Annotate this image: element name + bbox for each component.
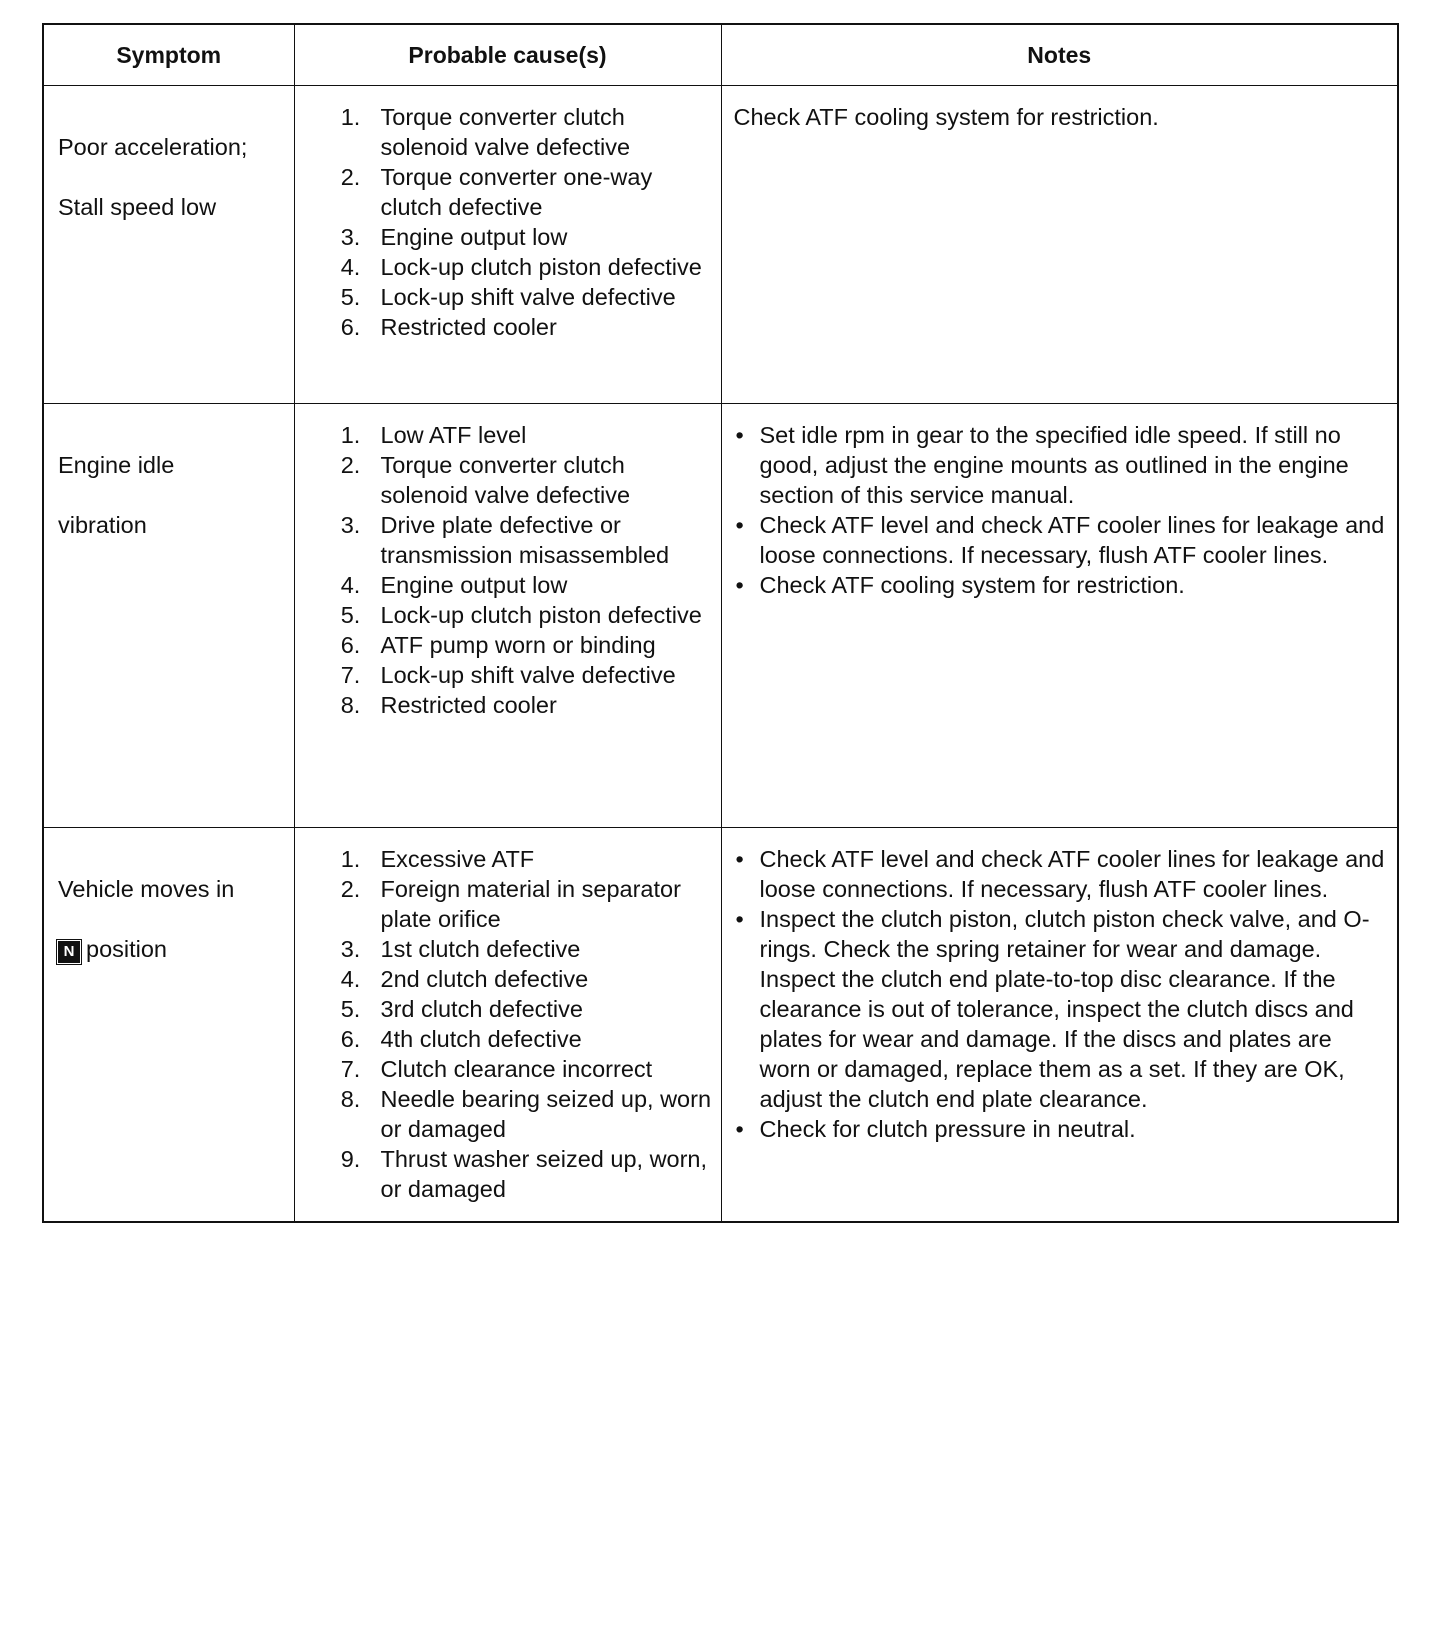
list-item: [321, 510, 715, 570]
list-item: [321, 844, 715, 874]
item-number: 7.: [340, 662, 361, 688]
item-number: 2.: [340, 452, 361, 478]
table-row: [43, 86, 1398, 404]
item-text: Engine output low: [380, 572, 568, 598]
item-number: 6.: [340, 314, 361, 340]
cause-list: [321, 420, 715, 720]
symptom-text: Vehicle moves in: [58, 876, 235, 902]
list-item: [321, 420, 715, 450]
item-number: 2.: [340, 876, 361, 902]
item-number: 8.: [340, 1086, 361, 1112]
item-number: 3.: [340, 224, 361, 250]
item-text: Low ATF level: [380, 422, 527, 448]
item-number: 5.: [340, 996, 361, 1022]
symptom-cell: [43, 828, 294, 1222]
symptom-cell: [43, 86, 294, 404]
symptom-text: Engine idle: [58, 452, 175, 478]
list-item: [321, 660, 715, 690]
list-item: [321, 690, 715, 720]
item-text: Foreign material in separator plate orifice: [380, 876, 681, 932]
item-text: Restricted cooler: [380, 692, 557, 718]
cause-list: [321, 844, 715, 1204]
bullet-icon: •: [735, 512, 744, 538]
list-item: [321, 874, 715, 934]
item-text: Restricted cooler: [380, 314, 557, 340]
item-number: 4.: [340, 254, 361, 280]
item-text: Drive plate defective or transmission misassembled: [380, 512, 670, 568]
symptom-text: position: [86, 936, 167, 962]
list-item: [321, 252, 715, 282]
item-text: Torque converter one-way clutch defective: [380, 164, 653, 220]
note-text: Check ATF level and check ATF cooler lines for leakage and loose connections. If necessary, flush ATF cooler lines.: [759, 846, 1385, 902]
item-number: 4.: [340, 572, 361, 598]
item-number: 8.: [340, 692, 361, 718]
note-item: [734, 510, 1386, 570]
note-text: Set idle rpm in gear to the specified idle speed. If still no good, adjust the engine mounts as outlined in the engine section of this service manual.: [759, 422, 1349, 508]
item-text: Torque converter clutch solenoid valve defective: [380, 104, 631, 160]
item-text: Lock-up shift valve defective: [380, 662, 676, 688]
list-item: [321, 600, 715, 630]
bullet-icon: •: [735, 572, 744, 598]
symptom-text: vibration: [58, 512, 147, 538]
note-item: [734, 570, 1386, 600]
list-item: [321, 102, 715, 162]
item-text: Lock-up clutch piston defective: [380, 254, 702, 280]
bullet-icon: •: [735, 422, 744, 448]
item-number: 7.: [340, 1056, 361, 1082]
list-item: [321, 1024, 715, 1054]
item-text: 2nd clutch defective: [380, 966, 589, 992]
notes-cell: [721, 86, 1398, 404]
notes-cell: [721, 404, 1398, 828]
item-number: 6.: [340, 1026, 361, 1052]
item-number: 1.: [340, 846, 361, 872]
causes-cell: [294, 86, 721, 404]
list-item: [321, 222, 715, 252]
list-item: [321, 630, 715, 660]
list-item: [321, 282, 715, 312]
note-text: Inspect the clutch piston, clutch piston check valve, and O-rings. Check the spring retainer for wear and damage. Inspect the clutch end plate-to-top disc clearance. If the clearance is out of tolerance, inspect the clutch discs and plates for wear and damage. If the discs and plates are worn or damaged, replace them as a set. If they are OK, adjust the clutch end plate clearance.: [759, 906, 1370, 1112]
note-item: [734, 844, 1386, 904]
item-text: ATF pump worn or binding: [380, 632, 656, 658]
note-text: Check ATF cooling system for restriction.: [733, 104, 1159, 130]
bullet-icon: •: [735, 846, 744, 872]
symptom-position-line: [58, 934, 280, 964]
symptom-text: Poor acceleration;: [58, 134, 248, 160]
note-text: Check for clutch pressure in neutral.: [759, 1116, 1136, 1142]
item-text: 3rd clutch defective: [380, 996, 583, 1022]
symptom-cell: [43, 404, 294, 828]
notes-cell: [721, 828, 1398, 1222]
item-number: 5.: [340, 602, 361, 628]
header-row: [43, 24, 1398, 86]
item-text: Lock-up shift valve defective: [380, 284, 676, 310]
item-number: 4.: [340, 966, 361, 992]
item-text: 4th clutch defective: [380, 1026, 582, 1052]
header-notes: Notes: [721, 24, 1398, 86]
item-text: Clutch clearance incorrect: [380, 1056, 653, 1082]
neutral-position-icon: N: [58, 941, 80, 963]
item-text: 1st clutch defective: [380, 936, 581, 962]
list-item: [321, 162, 715, 222]
list-item: [321, 312, 715, 342]
list-item: [321, 450, 715, 510]
bullet-icon: •: [735, 1116, 744, 1142]
list-item: [321, 1144, 715, 1204]
list-item: [321, 570, 715, 600]
list-item: [321, 1054, 715, 1084]
diagnosis-table: [42, 23, 1399, 1223]
list-item: [321, 934, 715, 964]
item-number: 3.: [340, 512, 361, 538]
symptom-text: Stall speed low: [58, 194, 217, 220]
list-item: [321, 1084, 715, 1144]
list-item: [321, 964, 715, 994]
note-item: [734, 1114, 1386, 1144]
cause-list: [321, 102, 715, 342]
causes-cell: [294, 404, 721, 828]
note-item: [734, 904, 1386, 1114]
table-row: [43, 404, 1398, 828]
item-text: Needle bearing seized up, worn or damaged: [380, 1086, 712, 1142]
item-number: 3.: [340, 936, 361, 962]
item-text: Thrust washer seized up, worn, or damaged: [380, 1146, 708, 1202]
note-item: [734, 420, 1386, 510]
item-number: 1.: [340, 104, 361, 130]
table-row: [43, 828, 1398, 1222]
list-item: [321, 994, 715, 1024]
bullet-icon: •: [735, 906, 744, 932]
note-list: [734, 420, 1386, 600]
note-text: Check ATF level and check ATF cooler lines for leakage and loose connections. If necessary, flush ATF cooler lines.: [759, 512, 1385, 568]
item-number: 9.: [340, 1146, 361, 1172]
item-number: 6.: [340, 632, 361, 658]
item-text: Engine output low: [380, 224, 568, 250]
note-text: Check ATF cooling system for restriction.: [759, 572, 1185, 598]
item-text: Excessive ATF: [380, 846, 535, 872]
causes-cell: [294, 828, 721, 1222]
item-number: 5.: [340, 284, 361, 310]
item-text: Lock-up clutch piston defective: [380, 602, 702, 628]
item-number: 1.: [340, 422, 361, 448]
header-symptom: Symptom: [43, 24, 294, 86]
item-number: 2.: [340, 164, 361, 190]
header-causes: Probable cause(s): [294, 24, 721, 86]
item-text: Torque converter clutch solenoid valve defective: [380, 452, 631, 508]
note-list: [734, 844, 1386, 1144]
